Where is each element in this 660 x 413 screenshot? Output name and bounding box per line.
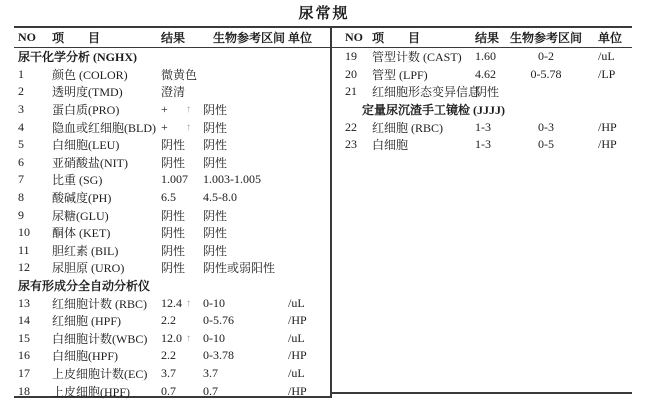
cell-no: 20 <box>345 66 357 81</box>
cell-result: + <box>161 119 168 134</box>
cell-no: 2 <box>18 84 24 99</box>
header-item: 项 目 <box>372 31 421 45</box>
cell-range: 阴性 <box>203 155 228 170</box>
cell-flag: ↑ <box>186 332 191 344</box>
table-row <box>14 365 330 383</box>
cell-range: 0-5.78 <box>530 66 562 81</box>
cell-unit: /uL <box>288 365 305 380</box>
table-row <box>332 48 632 66</box>
cell-result: 阴性 <box>161 138 186 153</box>
cell-flag: ↑ <box>186 121 191 133</box>
table-row <box>332 66 632 84</box>
table-row <box>14 189 330 207</box>
page-title: 尿常规 <box>298 6 350 22</box>
cell-item: 红细胞计数 (RBC) <box>52 296 148 311</box>
header-result: 结果 <box>475 31 500 45</box>
table-row <box>14 171 330 189</box>
cell-range: 0-10 <box>203 295 225 310</box>
cell-flag: ↑ <box>186 297 191 309</box>
cell-unit: /LP <box>598 66 616 81</box>
cell-unit: /HP <box>288 313 307 328</box>
cell-item: 红细胞 (RBC) <box>372 120 444 135</box>
cell-result: 阴性 <box>161 243 186 258</box>
cell-item: 隐血或红细胞(BLD) <box>52 120 156 135</box>
cell-result: 1-3 <box>475 137 491 152</box>
cell-item: 蛋白质(PRO) <box>52 103 120 118</box>
cell-range: 0-5.76 <box>203 313 234 328</box>
section-header: 尿干化学分析 (NGHX) <box>18 50 137 65</box>
cell-item: 白细胞 <box>372 138 409 153</box>
cell-unit: /HP <box>288 383 307 398</box>
table-row <box>14 206 330 224</box>
cell-unit: /HP <box>598 119 617 134</box>
cell-range: 阴性 <box>203 226 228 241</box>
cell-range: 阴性 <box>203 103 228 118</box>
cell-item: 上皮细胞计数(EC) <box>52 366 148 381</box>
table-row <box>14 118 330 136</box>
table-row <box>14 259 330 277</box>
cell-result: 微黄色 <box>161 67 198 82</box>
cell-result: 2.2 <box>161 348 176 363</box>
cell-flag: ↑ <box>186 104 191 116</box>
cell-item: 上皮细胞(HPF) <box>52 384 131 399</box>
cell-range: 1.003-1.005 <box>203 172 261 187</box>
cell-unit: /HP <box>598 137 617 152</box>
cell-no: 1 <box>18 66 24 81</box>
cell-item: 管型 (LPF) <box>372 67 428 82</box>
cell-item: 白细胞(HPF) <box>52 349 119 364</box>
cell-result: 阴性 <box>161 208 186 223</box>
cell-no: 11 <box>18 242 30 257</box>
cell-no: 8 <box>18 190 24 205</box>
table-row <box>14 154 330 172</box>
cell-range: 阴性 <box>203 138 228 153</box>
cell-item: 尿糖(GLU) <box>52 208 109 223</box>
cell-no: 4 <box>18 119 24 134</box>
cell-no: 15 <box>18 330 30 345</box>
cell-item: 比重 (SG) <box>52 173 103 188</box>
cell-no: 14 <box>18 313 30 328</box>
cell-range: 阴性或弱阳性 <box>203 261 276 276</box>
cell-range: 0-5 <box>538 137 554 152</box>
cell-result: 1.60 <box>475 49 496 64</box>
table-row <box>14 242 330 260</box>
cell-result: 6.5 <box>161 190 176 205</box>
cell-result: 12.0 <box>161 330 182 345</box>
cell-item: 颜色 (COLOR) <box>52 67 128 82</box>
cell-no: 9 <box>18 207 24 222</box>
table-row <box>332 136 632 154</box>
cell-result: 阴性 <box>475 85 500 100</box>
table-row <box>332 118 632 136</box>
cell-result: + <box>161 102 168 117</box>
cell-no: 6 <box>18 154 24 169</box>
cell-item: 亚硝酸盐(NIT) <box>52 155 128 170</box>
cell-unit: /uL <box>288 330 305 345</box>
cell-range: 0-3 <box>538 119 554 134</box>
cell-item: 白细胞计数(WBC) <box>52 331 148 346</box>
header-item: 项 目 <box>52 31 101 45</box>
table-row <box>332 83 632 101</box>
cell-no: 16 <box>18 348 30 363</box>
cell-result: 阴性 <box>161 226 186 241</box>
header-unit: 单位 <box>598 31 623 45</box>
right-table-body <box>332 48 632 154</box>
cell-result: 阴性 <box>161 261 186 276</box>
cell-unit: /HP <box>288 348 307 363</box>
header-range: 生物参考区间 <box>510 31 583 45</box>
cell-unit: /uL <box>288 295 305 310</box>
table-row <box>14 294 330 312</box>
table-row <box>14 312 330 330</box>
cell-no: 18 <box>18 383 30 398</box>
left-table <box>14 26 332 398</box>
section-header: 定量尿沉渣手工镜检 (JJJJ) <box>362 103 505 118</box>
cell-result: 0.7 <box>161 383 176 398</box>
table-row <box>14 330 330 348</box>
right-table <box>332 26 632 394</box>
cell-item: 红细胞 (HPF) <box>52 314 122 329</box>
cell-result: 2.2 <box>161 313 176 328</box>
cell-item: 透明度(TMD) <box>52 85 123 100</box>
cell-no: 7 <box>18 172 24 187</box>
table-row <box>14 66 330 84</box>
section-header: 尿有形成分全自动分析仪 <box>18 279 151 294</box>
table-row <box>14 224 330 242</box>
cell-range: 阴性 <box>203 208 228 223</box>
cell-no: 19 <box>345 49 357 64</box>
cell-item: 白细胞(LEU) <box>52 138 120 153</box>
cell-range: 0-10 <box>203 330 225 345</box>
cell-result: 3.7 <box>161 365 176 380</box>
header-no: NO <box>18 30 36 44</box>
cell-result: 阴性 <box>161 155 186 170</box>
header-result: 结果 <box>161 31 186 45</box>
cell-range: 阴性 <box>203 243 228 258</box>
cell-item: 管型计数 (CAST) <box>372 50 462 65</box>
cell-result: 12.4 <box>161 295 182 310</box>
header-range: 生物参考区间 <box>213 31 286 45</box>
header-unit: 单位 <box>288 31 313 45</box>
cell-range: 0-2 <box>538 49 554 64</box>
cell-item: 胆红素 (BIL) <box>52 243 119 258</box>
cell-no: 21 <box>345 84 357 99</box>
right-table-header <box>332 28 632 48</box>
cell-no: 23 <box>345 137 357 152</box>
cell-no: 17 <box>18 365 30 380</box>
cell-no: 5 <box>18 137 24 152</box>
cell-item: 酮体 (KET) <box>52 226 111 241</box>
cell-no: 13 <box>18 295 30 310</box>
left-table-body <box>14 48 330 400</box>
cell-result: 1-3 <box>475 119 491 134</box>
report-tables <box>14 26 632 398</box>
cell-result: 1.007 <box>161 172 188 187</box>
cell-no: 10 <box>18 225 30 240</box>
table-row <box>14 101 330 119</box>
cell-no: 22 <box>345 119 357 134</box>
header-no: NO <box>345 30 363 44</box>
table-row <box>14 83 330 101</box>
cell-result: 澄清 <box>161 85 186 100</box>
table-row <box>14 347 330 365</box>
cell-no: 3 <box>18 102 24 117</box>
cell-item: 酸碱度(PH) <box>52 191 112 206</box>
cell-range: 阴性 <box>203 120 228 135</box>
cell-unit: /uL <box>598 49 615 64</box>
cell-range: 4.5-8.0 <box>203 190 237 205</box>
cell-item: 红细胞形态变异信息 <box>372 85 481 100</box>
cell-item: 尿胆原 (URO) <box>52 261 125 276</box>
table-row <box>14 136 330 154</box>
left-table-header <box>14 28 330 48</box>
cell-range: 3.7 <box>203 365 218 380</box>
cell-range: 0-3.78 <box>203 348 234 363</box>
cell-result: 4.62 <box>475 66 496 81</box>
table-row <box>14 382 330 400</box>
cell-range: 0.7 <box>203 383 218 398</box>
cell-no: 12 <box>18 260 30 275</box>
